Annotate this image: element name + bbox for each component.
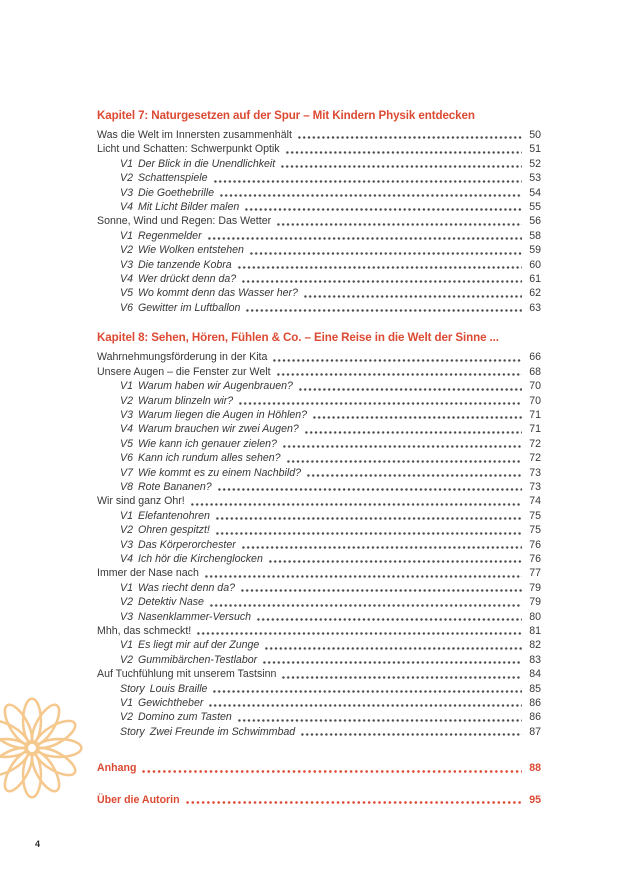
entry-title: Es liegt mir auf der Zunge xyxy=(138,639,260,652)
dot-leader xyxy=(196,624,522,638)
entry-page-number: 79 xyxy=(529,581,541,594)
entry-prefix: V3 xyxy=(120,258,133,271)
chapter-heading: Kapitel 8: Sehen, Hören, Fühlen & Co. – Eine Reise in die Welt der Sinne ... xyxy=(97,331,499,345)
entry-prefix: V1 xyxy=(120,581,133,594)
entry-prefix: V6 xyxy=(120,301,133,314)
dot-leader xyxy=(272,350,522,364)
entry-prefix: V5 xyxy=(120,287,133,300)
entry-page-number: 95 xyxy=(529,793,541,806)
toc-entry xyxy=(97,494,541,508)
table-of-contents xyxy=(97,108,541,807)
toc-entry xyxy=(97,229,541,243)
toc-entry xyxy=(97,682,541,696)
entry-title: Die tanzende Kobra xyxy=(138,258,232,271)
entry-page-number: 76 xyxy=(529,538,541,551)
dot-leader xyxy=(213,171,523,185)
dot-leader xyxy=(241,272,522,286)
dot-leader xyxy=(241,538,522,552)
dot-leader xyxy=(238,394,522,408)
chapter-heading: Kapitel 7: Naturgesetzen auf der Spur – Mit Kindern Physik entdecken xyxy=(97,109,475,122)
entry-title: Mit Licht Bilder malen xyxy=(138,201,240,214)
entry-page-number: 52 xyxy=(529,157,541,170)
entry-page-number: 72 xyxy=(529,452,541,465)
dot-leader xyxy=(282,437,522,451)
entry-title: Licht und Schatten: Schwerpunkt Optik xyxy=(97,143,280,156)
entry-prefix: V2 xyxy=(120,596,133,609)
entry-page-number: 75 xyxy=(529,509,541,522)
toc-sections xyxy=(97,108,541,739)
entry-page-number: 61 xyxy=(529,273,541,286)
entry-page-number: 59 xyxy=(529,244,541,257)
entry-title: Mhh, das schmeckt! xyxy=(97,625,192,637)
entry-page-number: 80 xyxy=(529,610,541,623)
toc-entry xyxy=(97,538,541,552)
entry-page-number: 70 xyxy=(529,380,541,393)
entry-title: Die Goethebrille xyxy=(138,186,214,199)
entry-prefix: Story xyxy=(120,682,145,695)
entry-prefix: V4 xyxy=(120,201,133,214)
entry-page-number: 68 xyxy=(529,365,541,378)
entry-title: Warum brauchen wir zwei Augen? xyxy=(138,423,299,436)
entry-prefix: V1 xyxy=(120,157,133,170)
dot-leader xyxy=(256,610,522,624)
entry-prefix: V3 xyxy=(120,610,133,623)
entry-title: Was riecht denn da? xyxy=(138,581,235,594)
dot-leader xyxy=(215,509,522,523)
entry-title: Ich hör die Kirchenglocken xyxy=(138,552,263,565)
toc-entry xyxy=(97,667,541,681)
entry-title: Kann ich rundum alles sehen? xyxy=(138,452,281,465)
entry-page-number: 77 xyxy=(529,567,541,580)
entry-title: Das Körperorchester xyxy=(138,538,236,551)
toc-entry xyxy=(97,301,541,315)
toc-entry xyxy=(97,595,541,609)
toc-entry xyxy=(97,523,541,537)
dot-leader xyxy=(285,142,522,156)
toc-footer-entry xyxy=(97,793,541,807)
entry-page-number: 62 xyxy=(529,287,541,300)
toc-entry xyxy=(97,725,541,739)
entry-page-number: 71 xyxy=(529,423,541,436)
entry-page-number: 81 xyxy=(529,625,541,637)
entry-title: Was die Welt im Innersten zusammenhält xyxy=(97,129,292,141)
toc-entry xyxy=(97,394,541,408)
toc-entry xyxy=(97,379,541,393)
entry-prefix: V5 xyxy=(120,437,133,450)
entry-title: Gummibärchen-Testlabor xyxy=(138,653,258,666)
dot-leader xyxy=(298,379,522,393)
entry-page-number: 73 xyxy=(529,480,541,493)
toc-entry xyxy=(97,509,541,523)
entry-prefix: V2 xyxy=(120,711,133,724)
toc-entry xyxy=(97,466,541,480)
dot-leader xyxy=(276,365,522,379)
entry-title: Zwei Freunde im Schwimmbad xyxy=(149,725,296,738)
dot-leader xyxy=(185,793,522,807)
dot-leader xyxy=(281,667,522,681)
entry-page-number: 82 xyxy=(529,639,541,652)
entry-title: Anhang xyxy=(97,762,137,775)
dot-leader xyxy=(219,186,522,200)
dot-leader xyxy=(209,595,522,609)
entry-prefix: V1 xyxy=(120,229,133,242)
entry-title: Wie kommt es zu einem Nachbild? xyxy=(138,466,301,479)
toc-section xyxy=(97,108,541,315)
entry-page-number: 86 xyxy=(529,697,541,710)
entry-title: Wo kommt denn das Wasser her? xyxy=(138,287,298,300)
entry-title: Domino zum Tasten xyxy=(138,711,232,724)
entry-title: Auf Tuchfühlung mit unserem Tastsinn xyxy=(97,668,277,681)
toc-entry xyxy=(97,142,541,156)
dot-leader xyxy=(208,696,522,710)
entry-page-number: 79 xyxy=(529,596,541,609)
dot-leader xyxy=(212,682,522,696)
entry-list xyxy=(97,350,541,739)
entry-prefix: V2 xyxy=(120,653,133,666)
entry-prefix: V2 xyxy=(120,524,133,537)
toc-entry xyxy=(97,696,541,710)
entry-page-number: 73 xyxy=(529,466,541,479)
toc-entry xyxy=(97,610,541,624)
toc-entry xyxy=(97,552,541,566)
entry-prefix: V2 xyxy=(120,394,133,407)
entry-page-number: 74 xyxy=(529,495,541,508)
entry-prefix: V2 xyxy=(120,244,133,257)
entry-title: Detektiv Nase xyxy=(138,596,204,609)
entry-page-number: 60 xyxy=(529,258,541,271)
entry-prefix: V4 xyxy=(120,552,133,565)
entry-prefix: V8 xyxy=(120,480,133,493)
dot-leader xyxy=(264,638,522,652)
entry-page-number: 66 xyxy=(529,351,541,364)
entry-prefix: V1 xyxy=(120,697,133,710)
dot-leader xyxy=(249,243,522,257)
dot-leader xyxy=(280,157,522,171)
entry-prefix: V1 xyxy=(120,639,133,652)
entry-page-number: 87 xyxy=(529,725,541,738)
entry-page-number: 58 xyxy=(529,229,541,242)
page-number: 4 xyxy=(35,839,41,849)
entry-prefix: V1 xyxy=(120,380,133,393)
dot-leader xyxy=(215,523,522,537)
toc-entry xyxy=(97,350,541,364)
toc-entry xyxy=(97,480,541,494)
entry-page-number: 88 xyxy=(529,762,541,775)
dot-leader xyxy=(141,761,522,775)
entry-title: Warum liegen die Augen in Höhlen? xyxy=(138,408,308,421)
toc-entry xyxy=(97,171,541,185)
dot-leader xyxy=(244,200,522,214)
dot-leader xyxy=(303,286,522,300)
entry-title: Der Blick in die Unendlichkeit xyxy=(138,157,276,170)
dot-leader xyxy=(237,710,522,724)
toc-entry xyxy=(97,157,541,171)
entry-title: Unsere Augen – die Fenster zur Welt xyxy=(97,365,271,378)
entry-title: Warum haben wir Augenbrauen? xyxy=(138,380,293,393)
toc-entry xyxy=(97,186,541,200)
entry-prefix: V3 xyxy=(120,408,133,421)
entry-title: Wir sind ganz Ohr! xyxy=(97,495,185,508)
dot-leader xyxy=(286,451,522,465)
toc-entry xyxy=(97,286,541,300)
toc-footer xyxy=(97,761,541,807)
dot-leader xyxy=(268,552,522,566)
toc-entry xyxy=(97,408,541,422)
entry-title: Gewichtheber xyxy=(138,697,204,710)
dot-leader xyxy=(304,422,522,436)
entry-title: Über die Autorin xyxy=(97,793,180,806)
toc-entry xyxy=(97,128,541,142)
entry-page-number: 63 xyxy=(529,301,541,314)
entry-title: Wie kann ich genauer zielen? xyxy=(138,437,277,450)
dot-leader xyxy=(207,229,522,243)
entry-prefix: V4 xyxy=(120,273,133,286)
toc-entry xyxy=(97,272,541,286)
toc-entry xyxy=(97,243,541,257)
toc-entry xyxy=(97,638,541,652)
toc-entry xyxy=(97,422,541,436)
entry-page-number: 72 xyxy=(529,437,541,450)
entry-page-number: 71 xyxy=(529,408,541,421)
entry-list xyxy=(97,128,541,315)
entry-prefix: Story xyxy=(120,725,145,738)
entry-page-number: 54 xyxy=(529,186,541,199)
entry-title: Regenmelder xyxy=(138,229,202,242)
entry-title: Warum blinzeln wir? xyxy=(138,394,234,407)
dot-leader xyxy=(300,725,522,739)
entry-title: Rote Bananen? xyxy=(138,480,212,493)
entry-title: Louis Braille xyxy=(149,682,208,695)
entry-prefix: V3 xyxy=(120,186,133,199)
toc-entry xyxy=(97,581,541,595)
entry-title: Wie Wolken entstehen xyxy=(138,244,244,257)
entry-page-number: 84 xyxy=(529,668,541,681)
entry-title: Immer der Nase nach xyxy=(97,567,199,580)
entry-prefix: V4 xyxy=(120,423,133,436)
entry-page-number: 86 xyxy=(529,711,541,724)
dot-leader xyxy=(276,214,522,228)
entry-prefix: V3 xyxy=(120,538,133,551)
dot-leader xyxy=(217,480,522,494)
entry-title: Wer drückt denn da? xyxy=(138,273,237,286)
entry-page-number: 76 xyxy=(529,552,541,565)
dot-leader xyxy=(297,128,522,142)
entry-page-number: 56 xyxy=(529,215,541,228)
dot-leader xyxy=(190,494,522,508)
toc-entry xyxy=(97,710,541,724)
toc-entry xyxy=(97,365,541,379)
entry-prefix: V7 xyxy=(120,466,133,479)
toc-section xyxy=(97,330,541,739)
entry-prefix: V1 xyxy=(120,509,133,522)
entry-title: Schattenspiele xyxy=(138,172,208,185)
toc-entry xyxy=(97,214,541,228)
dot-leader xyxy=(237,258,522,272)
flower-icon xyxy=(0,691,83,805)
entry-page-number: 50 xyxy=(529,129,541,141)
dot-leader xyxy=(245,301,522,315)
entry-title: Elefantenohren xyxy=(138,509,210,522)
toc-entry xyxy=(97,566,541,580)
toc-entry xyxy=(97,200,541,214)
dot-leader xyxy=(306,466,522,480)
toc-entry xyxy=(97,653,541,667)
dot-leader xyxy=(240,581,522,595)
entry-title: Sonne, Wind und Regen: Das Wetter xyxy=(97,215,272,228)
entry-page-number: 75 xyxy=(529,524,541,537)
toc-entry xyxy=(97,451,541,465)
entry-page-number: 70 xyxy=(529,394,541,407)
toc-entry xyxy=(97,258,541,272)
toc-entry xyxy=(97,437,541,451)
entry-page-number: 55 xyxy=(529,201,541,214)
dot-leader xyxy=(262,653,522,667)
entry-title: Ohren gespitzt! xyxy=(138,524,210,537)
entry-page-number: 83 xyxy=(529,653,541,666)
entry-page-number: 85 xyxy=(529,682,541,695)
entry-prefix: V2 xyxy=(120,172,133,185)
entry-page-number: 51 xyxy=(529,143,541,156)
entry-prefix: V6 xyxy=(120,452,133,465)
entry-title: Gewitter im Luftballon xyxy=(138,301,241,314)
entry-page-number: 53 xyxy=(529,172,541,185)
entry-title: Wahrnehmungsförderung in der Kita xyxy=(97,351,268,364)
dot-leader xyxy=(312,408,522,422)
toc-entry xyxy=(97,624,541,638)
toc-footer-entry xyxy=(97,761,541,775)
entry-title: Nasenklammer-Versuch xyxy=(138,610,252,623)
dot-leader xyxy=(204,566,522,580)
